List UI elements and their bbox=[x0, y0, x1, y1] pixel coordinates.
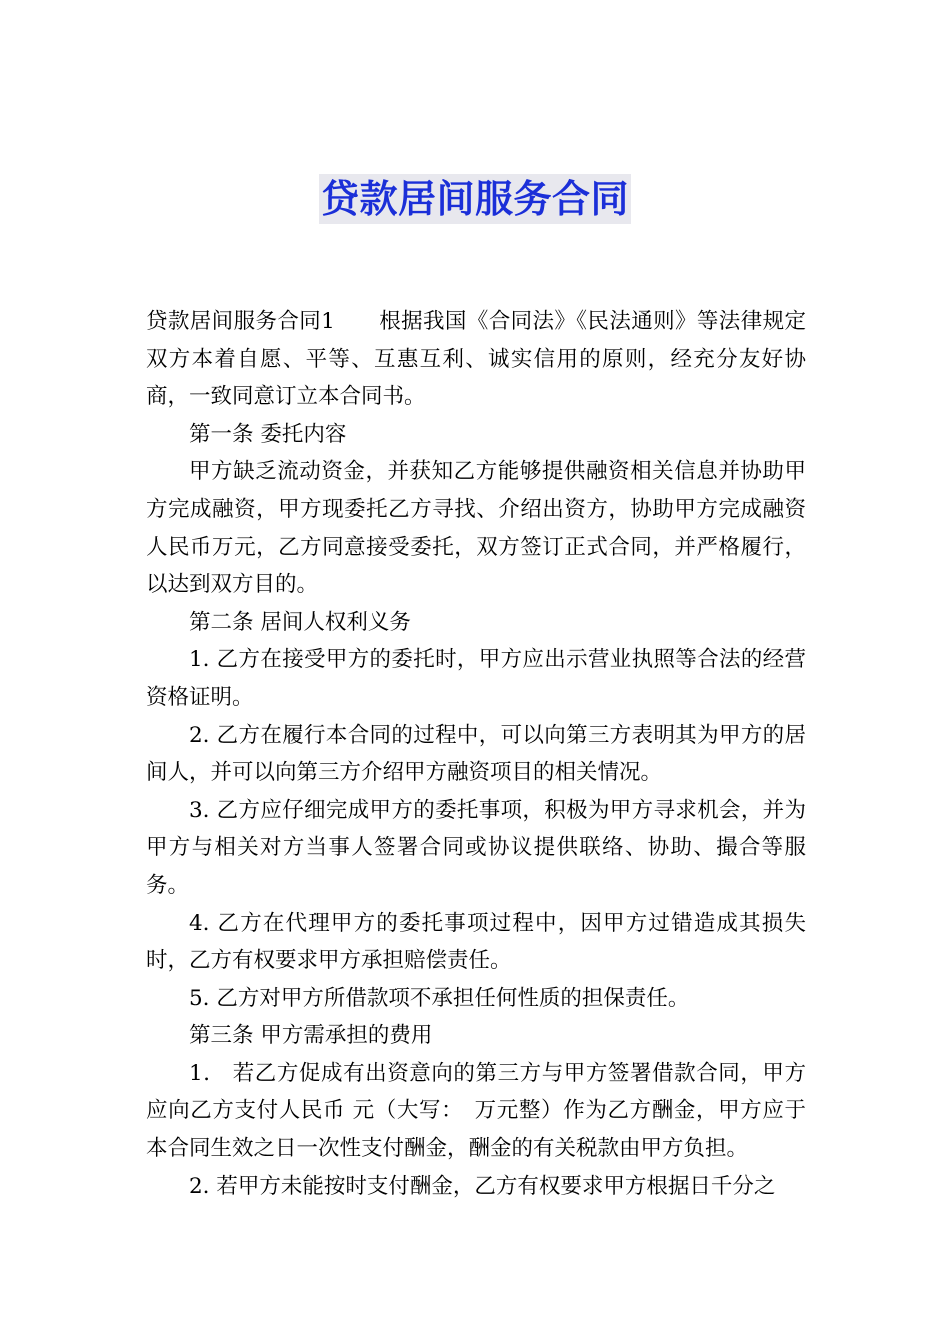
section-2-item-5: 5. 乙方对甲方所借款项不承担任何性质的担保责任。 bbox=[189, 985, 690, 1011]
intro-paragraph bbox=[146, 303, 806, 416]
section-2-item-4: 4. 乙方在代理甲方的委托事项过程中，因甲方过错造成其损失时，乙方有权要求甲方承担赔偿责任。 bbox=[146, 910, 806, 974]
intro-heading: 贷款居间服务合同1 bbox=[146, 309, 335, 334]
section-2-item-3: 3. 乙方应仔细完成甲方的委托事项，积极为甲方寻求机会，并为甲方与相关对方当事人签署合同或协议提供联络、协助、撮合等服务。 bbox=[146, 797, 806, 898]
intro-text: 根据我国《合同法》《民法通则》等法律规定双方本着自愿、平等、互惠互利、诚实信用的原则，经充分友好协商，一致同意订立本合同书。 bbox=[146, 309, 806, 410]
section-3-title: 第三条 甲方需承担的费用 bbox=[189, 1023, 433, 1049]
section-2-title: 第二条 居间人权利义务 bbox=[189, 609, 411, 635]
document-body bbox=[146, 303, 806, 1205]
section-3-item-1: 1． 若乙方促成有出资意向的第三方与甲方签署借款合同，甲方应向乙方支付人民币 元（大写： 万元整）作为乙方酬金，甲方应于本合同生效之日一次性支付酬金，酬金的有关税款由甲方负担。 bbox=[146, 1060, 806, 1162]
section-2-item-1: 1. 乙方在接受甲方的委托时，甲方应出示营业执照等合法的经营资格证明。 bbox=[146, 647, 806, 710]
title-container bbox=[0, 174, 950, 224]
section-1-title: 第一条 委托内容 bbox=[189, 421, 347, 447]
document-title: 贷款居间服务合同 bbox=[319, 174, 631, 224]
section-3-item-2: 2. 若甲方未能按时支付酬金，乙方有权要求甲方根据日千分之 bbox=[189, 1173, 776, 1199]
section-1-text: 甲方缺乏流动资金，并获知乙方能够提供融资相关信息并协助甲方完成融资，甲方现委托乙方寻找、介绍出资方，协助甲方完成融资人民币万元，乙方同意接受委托，双方签订正式合同，并严格履行，以达到双方目的。 bbox=[146, 459, 806, 598]
section-2-item-2: 2. 乙方在履行本合同的过程中，可以向第三方表明其为甲方的居间人，并可以向第三方介绍甲方融资项目的相关情况。 bbox=[146, 722, 806, 786]
